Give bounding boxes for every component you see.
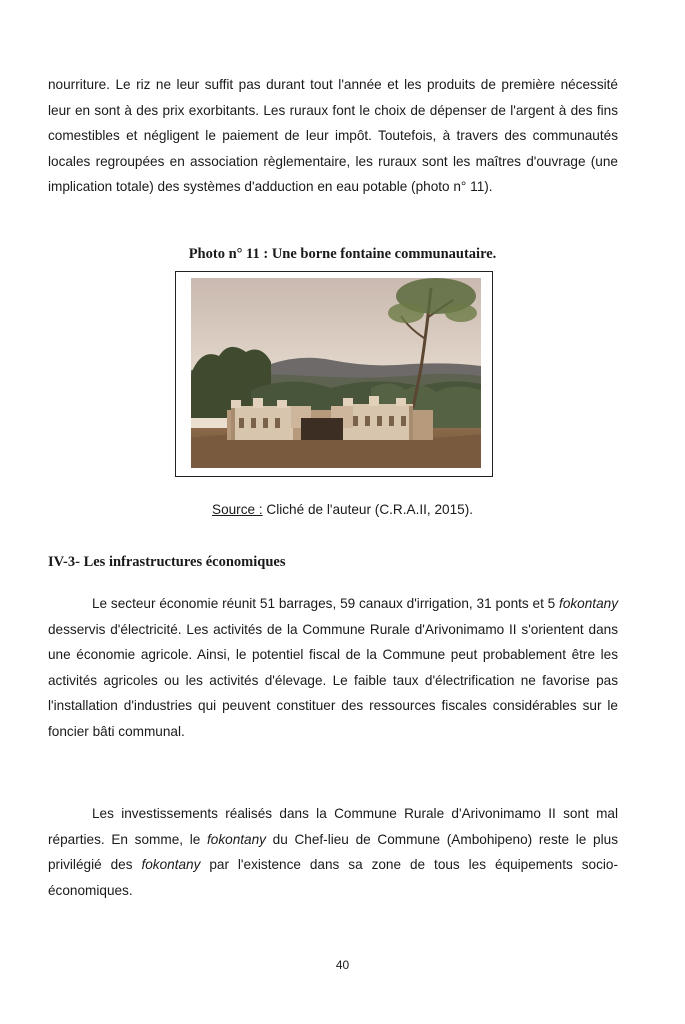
source-label: Source : xyxy=(212,502,263,517)
investments-text-2: du Chef-lieu de Commune (Ambohipeno) reste le plus privilégié des xyxy=(48,831,618,872)
investments-text-1: Les investissements réalisés dans la Commune Rurale d'Arivonimamo II sont mal réparties. En somme, le xyxy=(48,806,618,847)
economy-text-1: Le secteur économie réunit 51 barrages, 59 canaux d'irrigation, 31 ponts et 5 xyxy=(92,596,560,611)
photo-source xyxy=(0,502,685,517)
investments-text-3: par l'existence dans sa zone de tous les équipements socio-économiques. xyxy=(48,857,619,898)
section-heading: IV-3- Les infrastructures économiques xyxy=(48,554,286,570)
paragraph-top: nourriture. Le riz ne leur suffit pas durant tout l'année et les produits de première nécessité leur en sont à des prix exorbitants. Les ruraux font le choix de dépenser de l'argent à des fins comestibles et négligent le paiement de leur impôt. Toutefois, à travers des communautés locales regroupées en association règlementaire, les ruraux sont les maîtres d'ouvrage (une implication totale) des systèmes d'adduction en eau potable (photo n° 11). xyxy=(48,77,618,194)
source-text: Cliché de l'auteur (C.R.A.II, 2015). xyxy=(262,502,473,517)
paragraph-investments xyxy=(48,801,618,903)
investments-fokontany-2: fokontany xyxy=(141,857,201,872)
borne-fontaine-photo xyxy=(191,278,481,468)
economy-fokontany: fokontany xyxy=(559,596,618,611)
investments-fokontany-1: fokontany xyxy=(207,831,266,847)
photo-caption-title: Photo n° 11 : Une borne fontaine communautaire. xyxy=(188,246,497,262)
page-number: 40 xyxy=(335,958,350,972)
paragraph-economy xyxy=(48,591,618,744)
economy-text-2: desservis d'électricité. Les activités de la Commune Rurale d'Arivonimamo II s'orientent dans une économie agricole. Ainsi, le potentiel fiscal de la Commune peut probablement être les activités agricoles ou les activités d'élevage. Le faible taux d'électrification ne favorise pas l'installation d'industries qui peuvent constituer des ressources fiscales considérables sur le foncier bâti communal. xyxy=(48,621,618,739)
